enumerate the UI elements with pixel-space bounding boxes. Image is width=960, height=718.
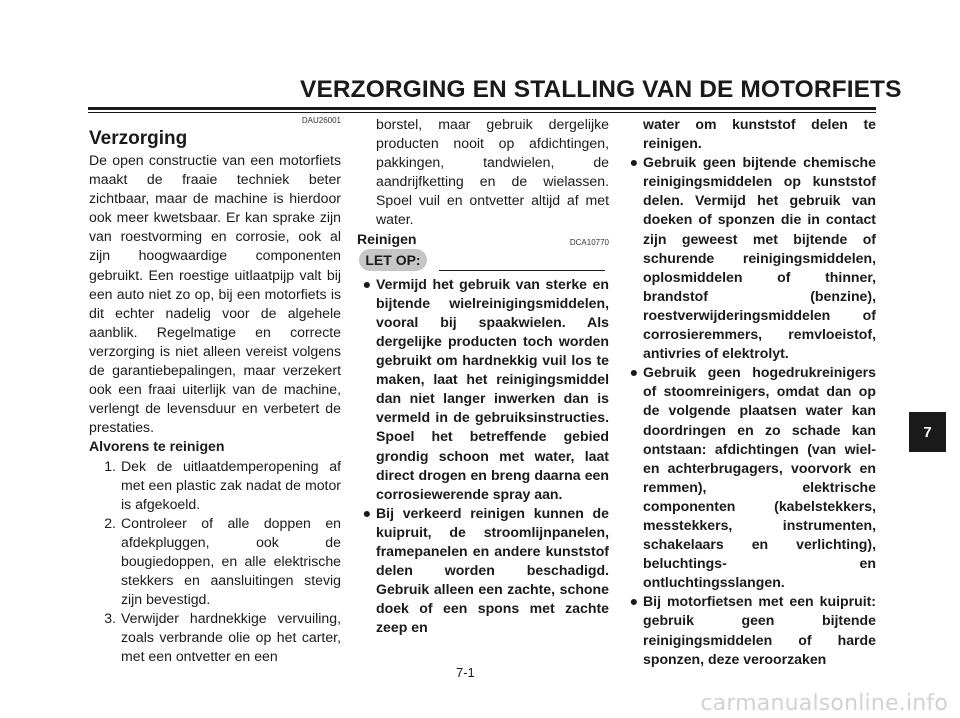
subheading-before-cleaning: Alvorens te reinigen bbox=[89, 438, 225, 455]
chapter-title: VERZORGING EN STALLING VAN DE MOTORFIETS bbox=[300, 76, 902, 103]
notice-bullet bbox=[357, 504, 609, 638]
step-number: 3. bbox=[104, 610, 116, 627]
notice-rule bbox=[439, 270, 605, 272]
notice-bullet bbox=[357, 275, 609, 504]
bullet-dot-icon: ● bbox=[362, 504, 371, 521]
step-text: Dek de uitlaatdemperopening af met een plastic zak nadat de motor is afgekoeld. bbox=[121, 457, 341, 512]
bullet-text: Gebruik geen hogedrukreinigers of stoomreinigers, omdat dan op de volgende plaatsen water kan doordringen en zo schade kan ontstaan: afdichtingen (van wiel- en achterbrugagers, voorvork en remmen), elektrische componenten (kabelstekkers, messtekkers, instrumenten, schakelaars en verlichting), beluchtings- en ontluchtingsslangen. bbox=[643, 364, 876, 591]
step-text: Verwijder hardnekkige vervuiling, zoals verbrande olie op het carter, met een ontvetter en een bbox=[121, 610, 341, 665]
page-number: 7-1 bbox=[456, 665, 475, 680]
notice-code: DCA10770 bbox=[569, 237, 609, 247]
notice-header bbox=[357, 249, 609, 275]
bullet-text: Bij motorfietsen met een kuipruit: gebruik geen bijtende reinigingsmiddelen of harde sponzen, deze veroorzaken bbox=[643, 593, 876, 667]
chapter-tab: 7 bbox=[909, 412, 946, 452]
header-rule-thick bbox=[88, 107, 876, 110]
subheading-cleaning: Reinigen bbox=[357, 230, 417, 247]
bullet-dot-icon: ● bbox=[629, 593, 638, 610]
notice-badge: LET OP: bbox=[359, 249, 427, 271]
step-item bbox=[89, 457, 341, 514]
bullet-text: Gebruik geen bijtende chemische reinigingsmiddelen op kunststof delen. Vermijd het gebruik van doeken of sponzen die in contact zijn geweest met bijtende of schurende reinigingsmiddelen, oplosmiddelen of thinner, brandstof (benzine), roestverwijderingsmiddelen of corrosieremmers, remvloeistof, antivries of elektrolyt. bbox=[643, 154, 876, 362]
intro-paragraph: De open constructie van een motorfiets maakt de fraaie techniek beter zichtbaar, maar de machine is hierdoor ook meer kwetsbaar. Er kan sprake zijn van roestvorming en corrosie, ook al zijn hoogwaardige componenten gebruikt. Een roestige uitlaatpijp valt bij een auto niet zo op, bij een motorfiets is dit echter nadelig voor de algehele aanblik. Regelmatige en correcte verzorging is niet alleen vereist volgens de garantiebepalingen, maar verzekert ook een fraai uiterlijk van de machine, verlengt de levensduur en verbetert de prestaties. bbox=[89, 152, 341, 436]
bullet-text: Vermijd het gebruik van sterke en bijtende wielreinigingsmiddelen, vooral bij spaakwielen. Als dergelijke producten toch worden gebruikt om hardnekkig vuil los te maken, laat het reinigingsmiddel dan niet langer inwerken dan is vermeld in de gebruiksinstructies. Spoel het betreffende gebied grondig schoon met water, laat direct drogen en breng daarna een corrosiewerende spray aan. bbox=[376, 275, 609, 502]
cleaning-heading-row bbox=[357, 230, 609, 249]
notice-bullet bbox=[624, 153, 876, 363]
step-text: Controleer of alle doppen en afdekpluggen, ook de bougiedoppen, en alle elektrische stekkers en aansluitingen stevig zijn bevestigd. bbox=[121, 514, 341, 608]
step-item bbox=[89, 609, 341, 666]
notice-bullet bbox=[624, 592, 876, 668]
column-1 bbox=[89, 115, 341, 667]
step-number: 1. bbox=[104, 457, 116, 474]
column-2 bbox=[357, 115, 609, 637]
step-continuation: borstel, maar gebruik dergelijke producten nooit op afdichtingen, pakkingen, tandwielen, de aandrijfketting en de wielassen. Spoel vuil en ontvetter altijd af met water. bbox=[376, 116, 609, 228]
bullet-dot-icon: ● bbox=[629, 154, 638, 171]
column-3 bbox=[624, 115, 876, 669]
header-rule-thin bbox=[88, 112, 876, 113]
notice-bullet bbox=[624, 363, 876, 592]
step-number: 2. bbox=[104, 514, 116, 531]
section-heading: Verzorging bbox=[89, 128, 188, 149]
bullet-text: Bij verkeerd reinigen kunnen de kuipruit, de stroomlijnpanelen, framepanelen en andere kunststof delen worden beschadigd. Gebruik alleen een zachte, schone doek of een spons met zachte zeep en bbox=[376, 504, 609, 636]
step-item bbox=[89, 514, 341, 609]
section-code: DAU26001 bbox=[301, 116, 341, 125]
watermark: carmanualsonline.info bbox=[700, 691, 948, 716]
bullet-continuation: water om kunststof delen te reinigen. bbox=[643, 116, 876, 152]
bullet-dot-icon: ● bbox=[629, 364, 638, 381]
bullet-dot-icon: ● bbox=[362, 275, 371, 292]
